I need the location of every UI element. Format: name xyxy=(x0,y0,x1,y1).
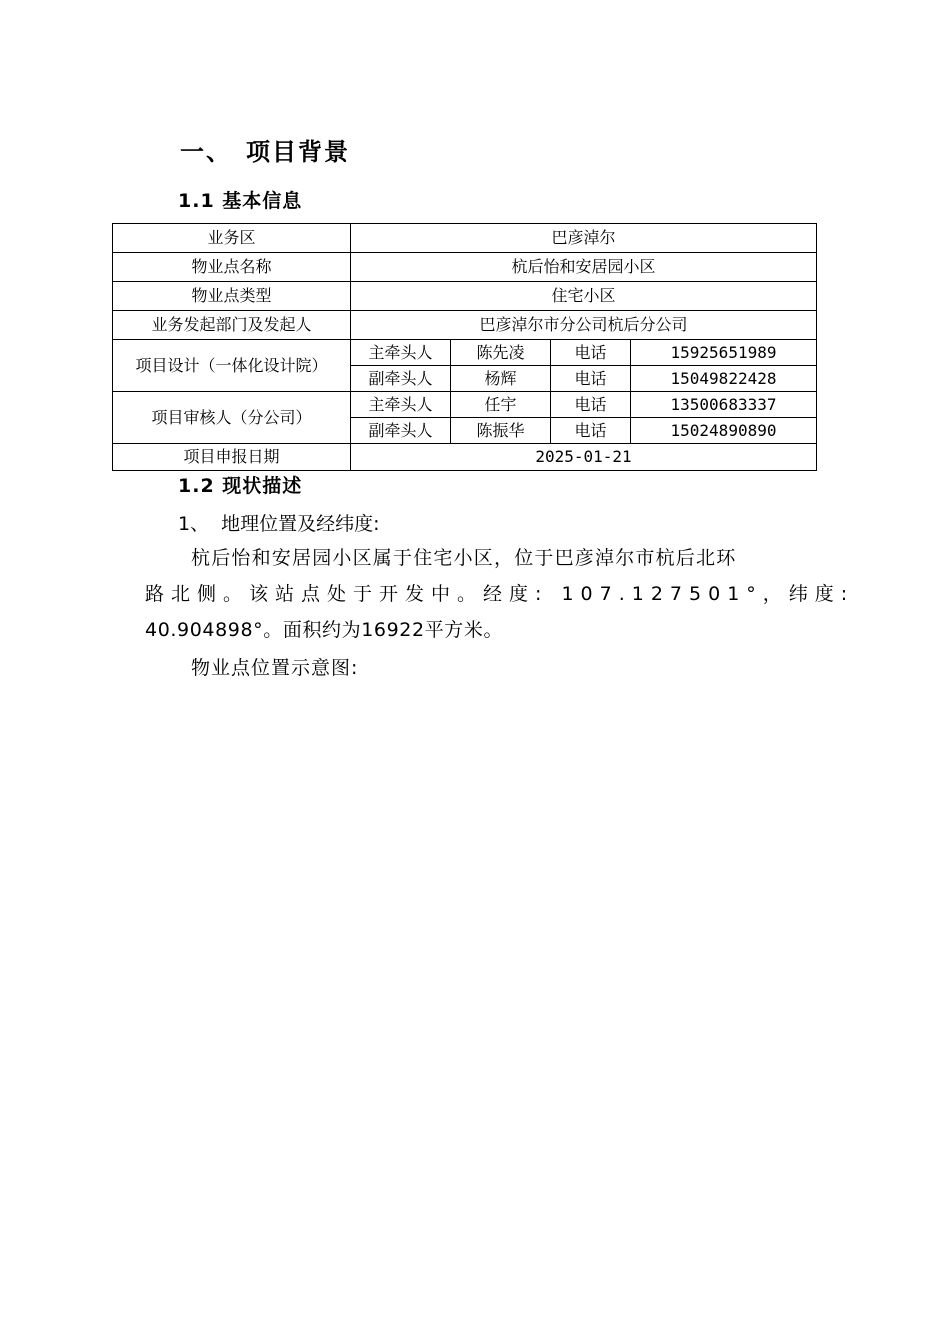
table-row xyxy=(113,311,817,340)
description-line: 40.904898°。面积约为16922平方米。 xyxy=(145,619,504,641)
initiator-label: 业务发起部门及发起人 xyxy=(113,311,351,340)
review-deputy-name: 陈振华 xyxy=(451,418,551,444)
property-type-label: 物业点类型 xyxy=(113,282,351,311)
design-lead-phone-label: 电话 xyxy=(551,340,631,366)
design-deputy-label: 副牵头人 xyxy=(351,366,451,392)
design-lead-label: 主牵头人 xyxy=(351,340,451,366)
review-lead-label: 主牵头人 xyxy=(351,392,451,418)
date-value: 2025-01-21 xyxy=(351,444,817,471)
figure-caption: 物业点位置示意图: xyxy=(191,657,359,679)
review-label: 项目审核人（分公司） xyxy=(113,392,351,444)
property-name-value: 杭后怡和安居园小区 xyxy=(351,253,817,282)
design-lead-phone: 15925651989 xyxy=(631,340,817,366)
review-deputy-phone: 15024890890 xyxy=(631,418,817,444)
table-row xyxy=(113,253,817,282)
review-lead-phone: 13500683337 xyxy=(631,392,817,418)
table-row xyxy=(113,392,817,418)
table-row xyxy=(113,282,817,311)
basic-info-table xyxy=(112,223,817,471)
property-type-value: 住宅小区 xyxy=(351,282,817,311)
section-number: 一、 xyxy=(180,138,232,166)
review-deputy-phone-label: 电话 xyxy=(551,418,631,444)
property-name-label: 物业点名称 xyxy=(113,253,351,282)
subsection-title: 基本信息 xyxy=(222,190,303,212)
review-lead-phone-label: 电话 xyxy=(551,392,631,418)
subsection-heading-status xyxy=(178,471,302,498)
table-row xyxy=(113,444,817,471)
design-lead-name: 陈先凌 xyxy=(451,340,551,366)
business-area-label: 业务区 xyxy=(113,224,351,253)
design-deputy-phone-label: 电话 xyxy=(551,366,631,392)
initiator-value: 巴彦淖尔市分公司杭后分公司 xyxy=(351,311,817,340)
description-line: 杭后怡和安居园小区属于住宅小区，位于巴彦淖尔市杭后北环 xyxy=(191,547,737,569)
date-label: 项目申报日期 xyxy=(113,444,351,471)
section-title: 项目背景 xyxy=(246,138,350,166)
review-lead-name: 任宇 xyxy=(451,392,551,418)
subsection-heading-basic-info xyxy=(178,186,302,213)
business-area-value: 巴彦淖尔 xyxy=(351,224,817,253)
table-row xyxy=(113,340,817,366)
subsection-number: 1.1 xyxy=(178,190,215,212)
review-deputy-label: 副牵头人 xyxy=(351,418,451,444)
list-item-location: 1、 地理位置及经纬度: xyxy=(178,513,380,535)
section-heading xyxy=(180,132,350,167)
design-label: 项目设计（一体化设计院） xyxy=(113,340,351,392)
design-deputy-name: 杨辉 xyxy=(451,366,551,392)
table-row xyxy=(113,224,817,253)
design-deputy-phone: 15049822428 xyxy=(631,366,817,392)
description-line: 路北侧。该站点处于开发中。经度: 107.127501°，纬度: xyxy=(145,583,855,605)
subsection-number: 1.2 xyxy=(178,475,215,497)
location-description xyxy=(145,540,855,648)
subsection-title: 现状描述 xyxy=(222,475,303,497)
